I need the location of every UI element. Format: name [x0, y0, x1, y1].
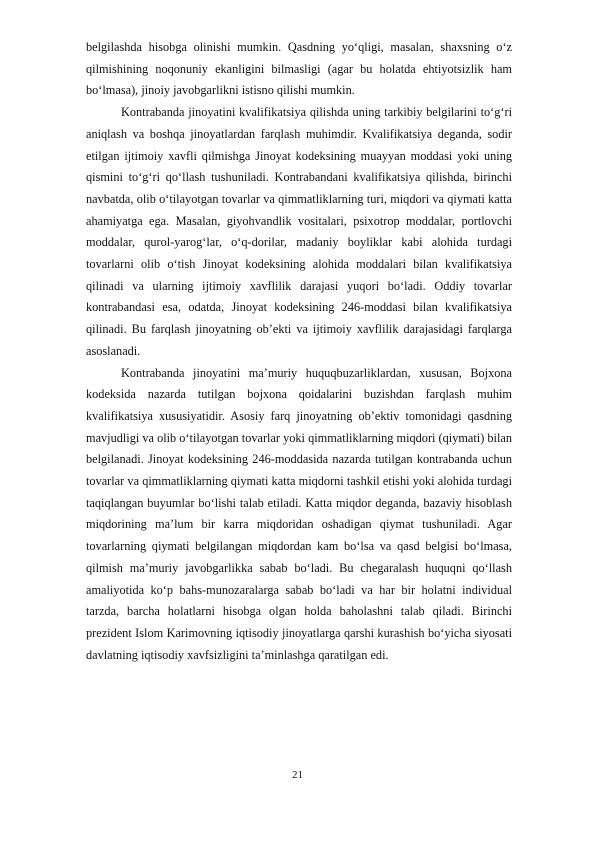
paragraph-1: belgilashda hisobga olinishi mumkin. Qasdning yoʻqligi, masalan, shaxsning oʻz qilmishining noqonuniy ekanligini bilmasligi (agar bu holatda ehtiyotsizlik ham boʻlmasa), jinoiy javobgarlikni istisno qilishi mumkin.	[86, 40, 512, 98]
paragraph-2: Kontrabanda jinoyatini kvalifikatsiya qilishda uning tarkibiy belgilarini toʻgʻri aniqlash va boshqa jinoyatlardan farqlash muhimdir. Kvalifikatsiya deganda, sodir etilgan ijtimoiy xavfli qilmishga Jinoyat kodeksining muayyan moddasi yoki uning qismini toʻgʻri qoʻllash tushuniladi. Kontrabandani kvalifikatsiya qilishda, birinchi navbatda, olib oʻtilayotgan tovarlar va qimmatliklarning turi, miqdori va qiymati katta ahamiyatga ega. Masalan, giyohvandlik vositalari, psixotrop moddalar, portlovchi moddalar, qurol-yarogʻlar, oʻq-dorilar, madaniy boyliklar kabi alohida turdagi tovarlarni olib oʻtish Jinoyat kodeksining alohida moddalari bilan kvalifikatsiya qilinadi va ularning ijtimoiy xavflilik darajasi yuqori boʻladi. Oddiy tovarlar kontrabandasi esa, odatda, Jinoyat kodeksining 246-moddasi bilan kvalifikatsiya qilinadi. Bu farqlash jinoyatning ob’ekti va ijtimoiy xavflilik darajasidagi farqlarga asoslanadi.	[86, 105, 512, 358]
page-number: 21	[292, 769, 303, 781]
body-text	[86, 37, 512, 666]
paragraph-3: Kontrabanda jinoyatini maʼmuriy huquqbuzarliklardan, xususan, Bojxona kodeksida nazarda tutilgan bojxona qoidalarini buzishdan farqlash muhim kvalifikatsiya xususiyatidir. Asosiy farq jinoyatning ob’ektiv tomonidagi qasdning mavjudligi va olib oʻtilayotgan tovarlar yoki qimmatliklarning miqdori (qiymati) bilan belgilanadi. Jinoyat kodeksining 246-moddasida nazarda tutilgan kontrabanda uchun tovarlar va qimmatliklarning qiymati katta miqdorni tashkil etishi yoki alohida turdagi taqiqlangan buyumlar boʻlishi talab etiladi. Katta miqdor deganda, bazaviy hisoblash miqdorining maʼlum bir karra miqdoridan oshadigan qiymat tushuniladi. Agar tovarlarning qiymati belgilangan miqdordan kam boʻlsa va qasd belgisi boʻlmasa, qilmish maʼmuriy javobgarlikka sabab boʻladi. Bu chegaralash huquqni qoʻllash amaliyotida koʻp bahs-munozaralarga sabab boʻladi va har bir holatni individual tarzda, barcha holatlarni hisobga olgan holda baholashni talab qiladi. Birinchi prezident Islom Karimovning iqtisodiy jinoyatlarga qarshi kurashish boʻyicha siyosati davlatning iqtisodiy xavfsizligini ta’minlashga qaratilgan edi.	[86, 365, 512, 662]
